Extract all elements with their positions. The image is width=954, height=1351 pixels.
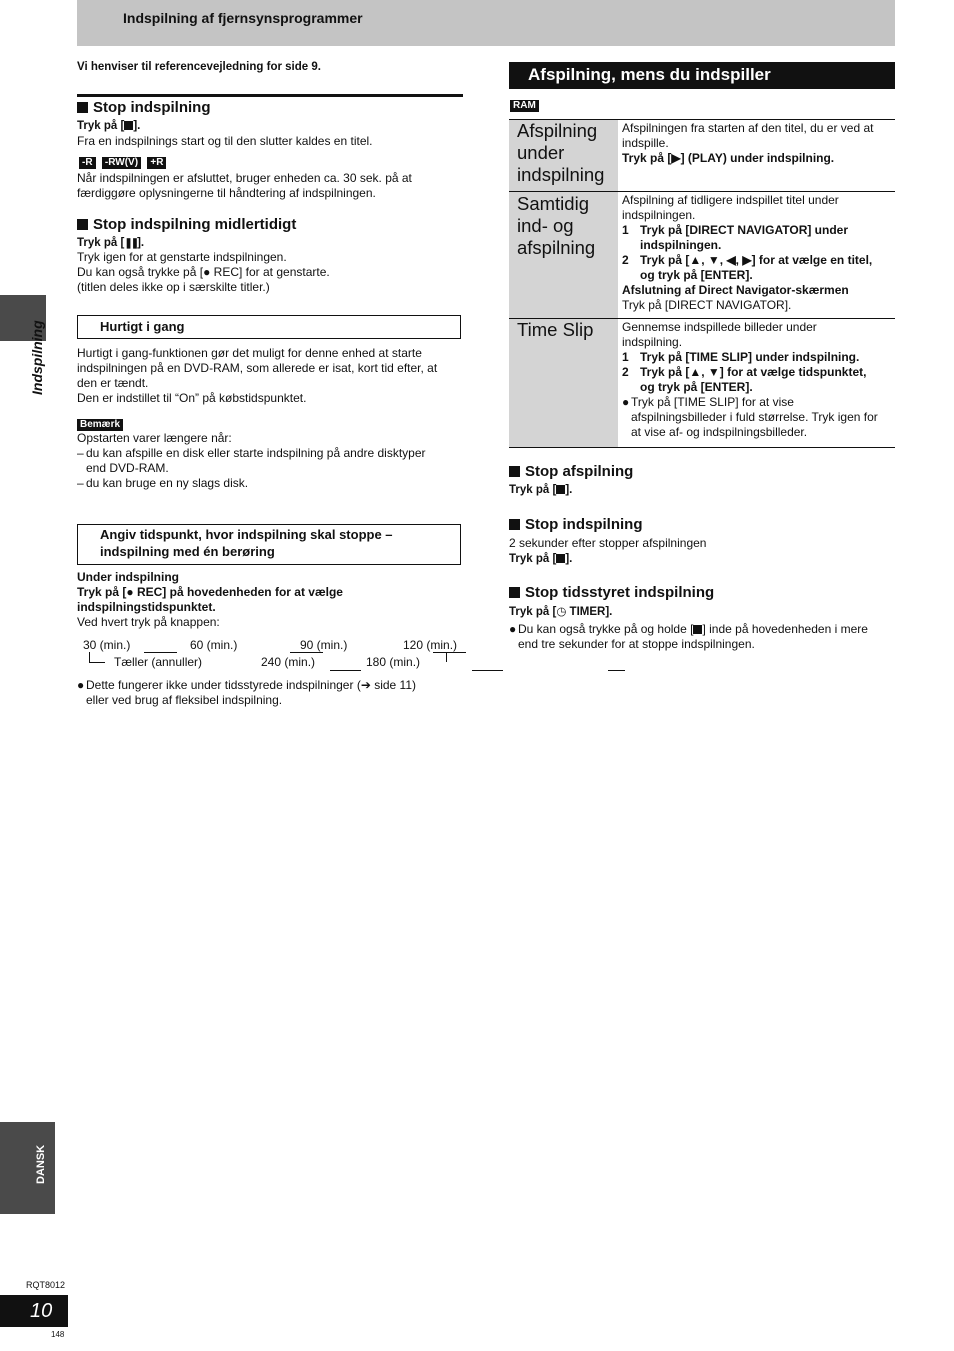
otr-box (77, 524, 461, 565)
otr-title-2: indspilning med én berøring (100, 544, 275, 559)
sub-page-number: 148 (51, 1330, 65, 1339)
pause-rec-heading: Stop indspilning midlertidigt (77, 216, 296, 234)
pause-rec-press: Tryk på [❚❚]. (77, 237, 145, 249)
cycle-item: 90 (min.) (300, 638, 348, 652)
cycle-item: Tæller (annuller) (114, 655, 203, 669)
otr-each: Ved hvert tryk på knappen: (77, 615, 220, 629)
stop-timer-press: Tryk på [◷ TIMER]. (509, 606, 613, 618)
cycle-connector (89, 652, 90, 662)
arrow-icon: ➔ (360, 678, 371, 692)
row-label: Samtidig ind- og afspilning (517, 193, 596, 258)
stop-icon (556, 485, 565, 494)
square-bullet-icon (509, 519, 520, 530)
cycle-item: 240 (min.) (261, 655, 316, 669)
square-bullet-icon (77, 219, 88, 230)
note-text: Opstarten varer længere når: – du kan afspille en disk eller starte indspilning på andre disktyper end DVD-RAM. – du kan bruge en ny slags disk. (77, 431, 426, 490)
header-bar (77, 0, 895, 46)
row-content: Afspilning af tidligere indspillet titel under indspilningen. 1 Tryk på [DIRECT NAVIGATOR] under indspilningen. 2 Tryk på [▲, ▼, ◀, ▶] for at vælge en titel, og tryk på [ENTER]. Afslutning af Direct Navigator-skærmen Tryk på [DIRECT NAVIGATOR]. (622, 193, 873, 312)
otr-under: Under indspilning (77, 570, 179, 584)
quick-start-box (77, 315, 461, 339)
ram-tag: RAM (510, 100, 539, 112)
stop-icon (556, 554, 565, 563)
section-title: Afspilning, mens du indspiller (509, 62, 895, 89)
pause-icon: ❚❚ (124, 238, 138, 249)
arrow-left-icon (330, 670, 361, 671)
stop-rec-text: Fra en indspilnings start og til den slutter kaldes en titel. (77, 134, 373, 148)
cycle-item: 180 (min.) (366, 655, 421, 669)
divider (77, 94, 463, 97)
note-tag-wrap (77, 416, 126, 431)
row-content: Gennemse indspillede billeder under indspilning. 1 Tryk på [TIME SLIP] under indspilning. 2 Tryk på [▲, ▼] for at vælge tidspunktet, og tryk på [ENTER]. ● Tryk på [TIME SLIP] for at vise afspilningsbilleder i fuld størrelse. Tryk igen for at vise af- og indspilningsbilleder. (622, 320, 878, 439)
quick-start-text: Hurtigt i gang-funktionen gør det muligt for denne enhed at starte indspilningen på en DVD-RAM, som allerede er isat, kort tid efter, at den er tændt. Den er indstillet til “On” på købstidspunktet. (77, 346, 438, 405)
stop-timer-bullet: ● Du kan også trykke på og holde [ ] inde på hovedenheden i mere end tre sekunder for at stoppe indspilningen. (509, 622, 868, 651)
row-label: Afspilning under indspilning (517, 120, 605, 185)
disc-tag: +R (147, 157, 166, 169)
stop-rec2-text: 2 sekunder efter stopper afspilningen (509, 536, 707, 550)
disc-tag: -RW(V) (102, 157, 141, 169)
square-bullet-icon (509, 587, 520, 598)
disc-tags (79, 154, 169, 169)
stop-play-press: Tryk på [ ]. (509, 484, 573, 496)
cycle-item: 120 (min.) (403, 638, 458, 652)
table-row (509, 119, 895, 191)
stop-rec-heading: Stop indspilning (77, 99, 210, 117)
arrow-right-icon (144, 652, 177, 653)
stop-rec-press: Tryk på [ ]. (77, 120, 141, 132)
record-dot-icon: ● (203, 265, 211, 279)
section-side-label: Indspilning (29, 320, 45, 395)
otr-bullet: ● Dette fungerer ikke under tidsstyrede indspilninger (➔ side 11) eller ved brug af fleksibel indspilning. (77, 678, 417, 707)
row-content: Afspilningen fra starten af den titel, du er ved at indspille. Tryk på [▶] (PLAY) under indspilning. (622, 121, 874, 165)
page-number-box (0, 1295, 68, 1327)
row-label-cell (509, 319, 618, 447)
disc-tag: -R (79, 157, 96, 169)
stop-rec2-heading: Stop indspilning (509, 516, 642, 534)
row-label-cell (509, 120, 618, 191)
stop-icon (124, 121, 133, 130)
stop-rec2-press: Tryk på [ ]. (509, 553, 573, 565)
otr-title-1: Angiv tidspunkt, hvor indspilning skal stoppe – (100, 527, 393, 542)
table-row (509, 191, 895, 318)
note-tag: Bemærk (77, 419, 123, 431)
square-bullet-icon (77, 102, 88, 113)
page-number: 10 (30, 1300, 53, 1322)
reference-note: Vi henviser til referencevejledning for side 9. (77, 61, 321, 73)
stop-timer-heading: Stop tidsstyret indspilning (509, 584, 714, 602)
arrow-left-icon (608, 670, 625, 671)
arrow-left-icon (472, 670, 503, 671)
play-icon: ▶ (671, 151, 681, 165)
row-label-cell (509, 192, 618, 318)
cycle-item: 30 (min.) (83, 638, 131, 652)
cycle-item: 60 (min.) (190, 638, 238, 652)
language-label: DANSK (35, 1144, 47, 1184)
stop-rec-note: Når indspilningen er afsluttet, bruger enheden ca. 30 sek. på at færdiggøre oplysningerne til håndtering af indspilningen. (77, 171, 412, 200)
table-row (509, 318, 895, 448)
square-bullet-icon (509, 466, 520, 477)
record-dot-icon: ● (126, 585, 134, 599)
pause-rec-text: Tryk igen for at genstarte indspilningen. Du kan også trykke på [● REC] for at genstarte. (titlen deles ikke op i særskilte titler.) (77, 250, 330, 294)
ram-tag-wrap (510, 97, 542, 112)
document-code: RQT8012 (26, 1280, 66, 1290)
header-title: Indspilning af fjernsynsprogrammer (123, 10, 363, 26)
language-tab (0, 1122, 55, 1214)
row-label: Time Slip (517, 319, 594, 340)
cycle-connector (446, 653, 447, 662)
cycle-connector (89, 662, 105, 663)
otr-press: Tryk på [● REC] på hovedenheden for at vælge indspilningstidspunktet. (77, 585, 343, 614)
clock-icon: ◷ (556, 606, 567, 618)
stop-play-heading: Stop afspilning (509, 463, 633, 481)
quick-start-title: Hurtigt i gang (100, 319, 185, 334)
